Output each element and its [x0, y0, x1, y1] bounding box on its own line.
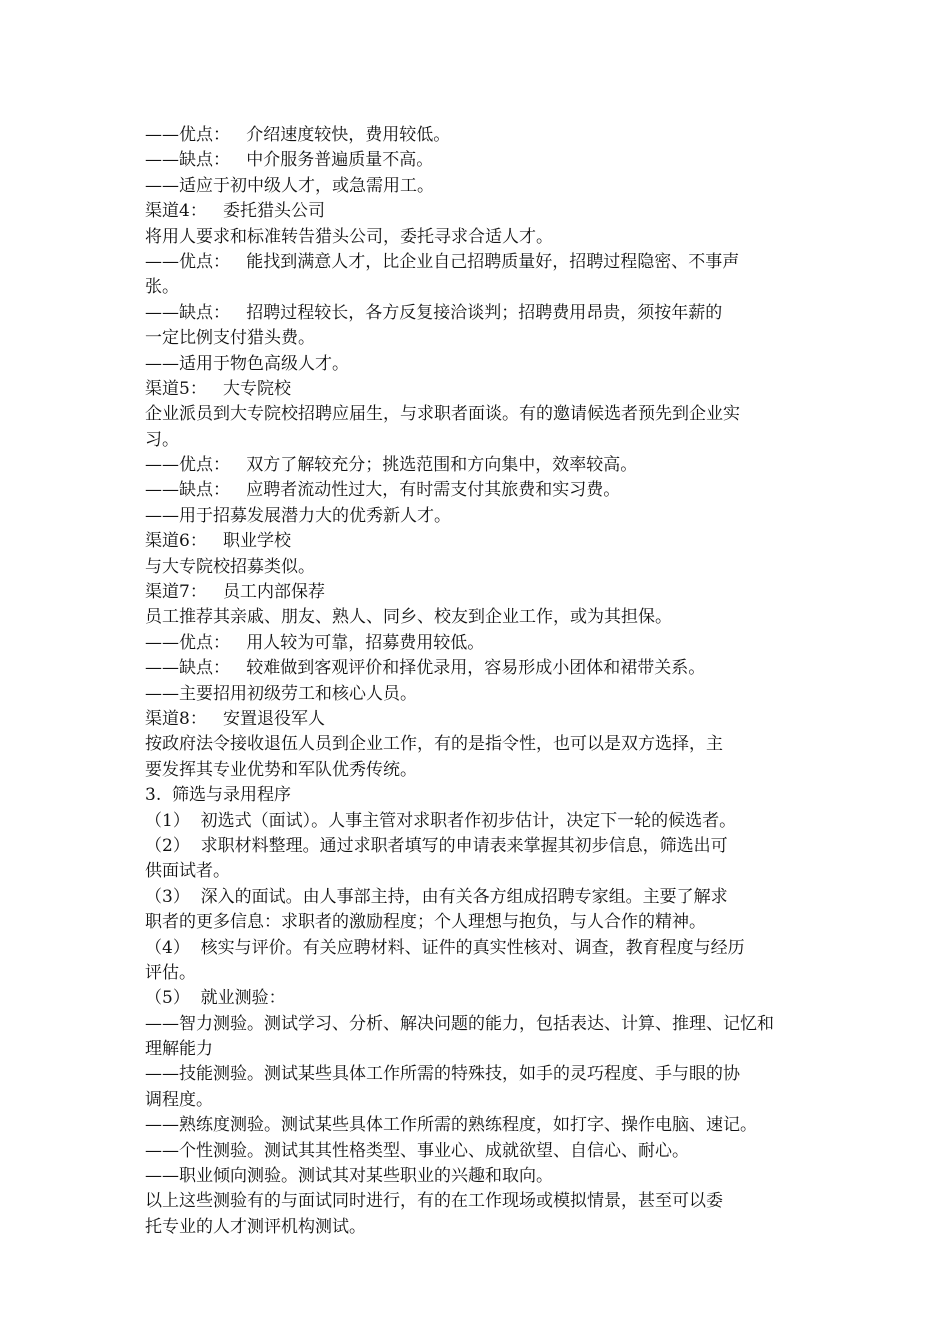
document-body: [145, 123, 825, 1240]
text-line: （5） 就业测验：: [145, 988, 286, 1009]
text-line: （1） 初选式（面试）。人事主管对求职者作初步估计，决定下一轮的候选者。: [145, 810, 737, 831]
text-line: ——技能测验。测试某些具体工作所需的特殊技，如手的灵巧程度、手与眼的协: [145, 1064, 740, 1085]
text-line: ——缺点： 应聘者流动性过大，有时需支付其旅费和实习费。: [145, 480, 621, 501]
text-line: 调程度。: [145, 1089, 213, 1110]
section-heading: 渠道5： 大专院校: [145, 378, 292, 399]
text-line: 张。: [145, 277, 179, 298]
section-heading: 3. 筛选与录用程序: [145, 785, 292, 806]
section-heading: 渠道4： 委托猎头公司: [145, 201, 326, 222]
text-line: ——用于招募发展潜力大的优秀新人才。: [145, 505, 451, 526]
text-line: ——熟练度测验。测试某些具体工作所需的熟练程度，如打字、操作电脑、速记。: [145, 1115, 757, 1136]
text-line: ——优点： 双方了解较充分；挑选范围和方向集中，效率较高。: [145, 455, 638, 476]
text-line: 供面试者。: [145, 861, 230, 882]
text-line: 与大专院校招募类似。: [145, 556, 315, 577]
text-line: （4） 核实与评价。有关应聘材料、证件的真实性核对、调查，教育程度与经历: [145, 937, 745, 958]
text-line: ——缺点： 招聘过程较长，各方反复接洽谈判；招聘费用昂贵，须按年薪的: [145, 302, 723, 323]
text-line: （3） 深入的面试。由人事部主持，由有关各方组成招聘专家组。主要了解求: [145, 886, 728, 907]
text-line: ——智力测验。测试学习、分析、解决问题的能力，包括表达、计算、推理、记忆和: [145, 1013, 774, 1034]
section-heading: 渠道6： 职业学校: [145, 531, 292, 552]
text-line: 以上这些测验有的与面试同时进行，有的在工作现场或模拟情景，甚至可以委: [145, 1191, 723, 1212]
text-line: ——缺点： 较难做到客观评价和择优录用，容易形成小团体和裙带关系。: [145, 658, 706, 679]
text-line: ——主要招用初级劳工和核心人员。: [145, 683, 417, 704]
text-line: ——优点： 介绍速度较快，费用较低。: [145, 125, 451, 145]
text-line: 托专业的人才测评机构测试。: [145, 1216, 366, 1237]
text-line: 按政府法令接收退伍人员到企业工作，有的是指令性，也可以是双方选择，主: [145, 734, 723, 755]
section-heading: 渠道8： 安置退役军人: [145, 708, 326, 729]
text-line: ——优点： 能找到满意人才，比企业自己招聘质量好，招聘过程隐密、不事声: [145, 251, 740, 272]
section-heading: 渠道7： 员工内部保荐: [145, 582, 326, 603]
text-line: 要发挥其专业优势和军队优秀传统。: [145, 759, 417, 780]
text-line: 一定比例支付猎头费。: [145, 328, 315, 349]
text-line: ——缺点： 中介服务普遍质量不高。: [145, 150, 434, 171]
text-line: ——个性测验。测试其其性格类型、事业心、成就欲望、自信心、耐心。: [145, 1140, 689, 1161]
text-line: ——优点： 用人较为可靠，招募费用较低。: [145, 632, 485, 653]
text-line: 员工推荐其亲戚、朋友、熟人、同乡、校友到企业工作，或为其担保。: [145, 607, 672, 628]
text-line: 理解能力: [145, 1039, 213, 1060]
text-line: 将用人要求和标准转告猎头公司，委托寻求合适人才。: [145, 226, 553, 247]
text-line: ——职业倾向测验。测试其对某些职业的兴趣和取向。: [145, 1166, 553, 1187]
text-line: 企业派员到大专院校招聘应届生，与求职者面谈。有的邀请候选者预先到企业实: [145, 404, 740, 425]
text-line: 职者的更多信息：求职者的激励程度；个人理想与抱负，与人合作的精神。: [145, 912, 706, 933]
text-line: 评估。: [145, 962, 196, 983]
text-line: ——适应于初中级人才，或急需用工。: [145, 175, 434, 196]
text-line: （2） 求职材料整理。通过求职者填写的申请表来掌握其初步信息，筛选出可: [145, 835, 728, 856]
text-line: 习。: [145, 429, 179, 450]
text-line: ——适用于物色高级人才。: [145, 353, 349, 374]
